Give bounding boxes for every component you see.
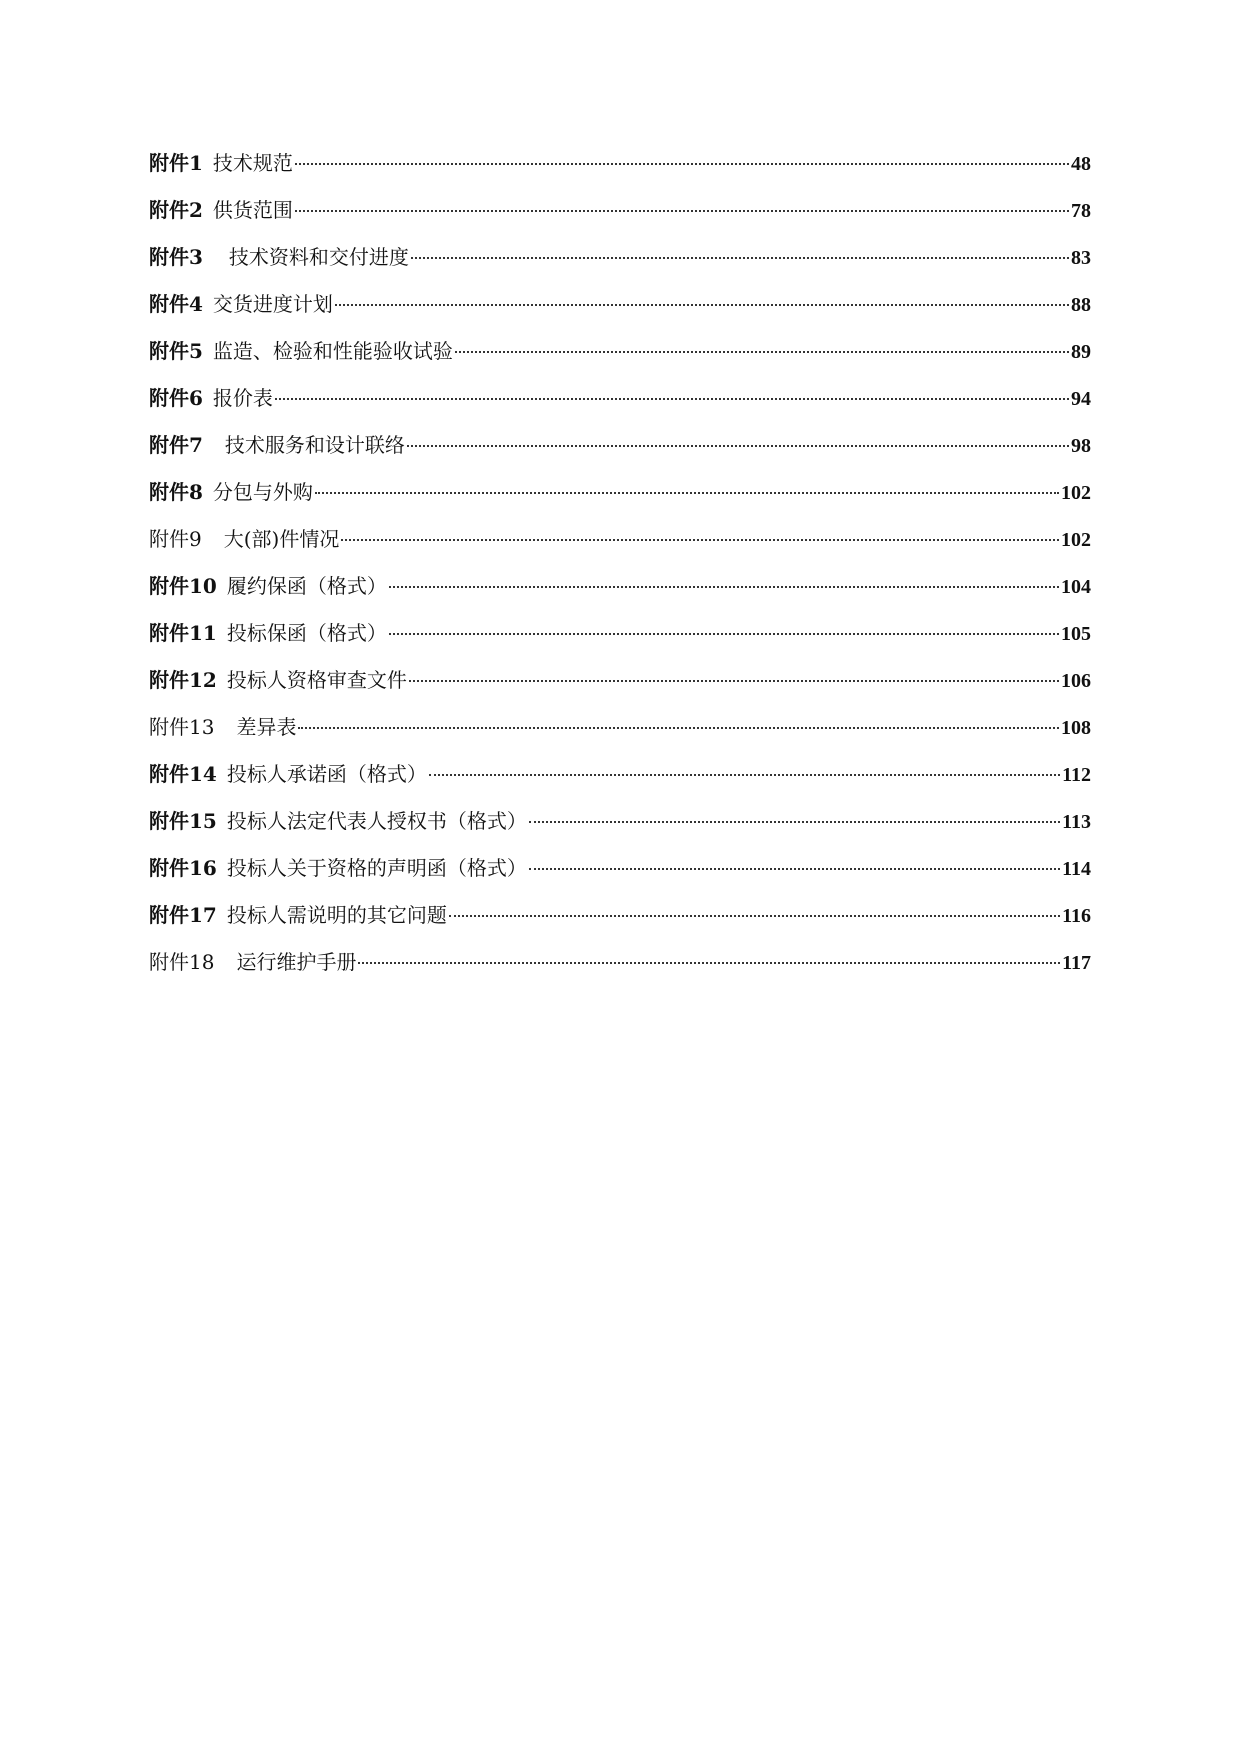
toc-entry-title: 技术资料和交付进度: [228, 245, 409, 269]
toc-entry-number: 附件18: [149, 950, 215, 974]
toc-entry-page: 108: [1061, 717, 1091, 739]
toc-entry-title: 投标保函（格式）: [226, 621, 387, 645]
toc-entry-page: 102: [1061, 529, 1091, 551]
toc-entry[interactable]: [149, 714, 1091, 761]
toc-entry[interactable]: [149, 291, 1091, 338]
toc-entry-page: 94: [1071, 388, 1091, 410]
toc-entry-number: 附件10: [149, 574, 217, 598]
toc-entry-number: 附件12: [149, 668, 217, 692]
table-of-contents: [149, 150, 1091, 996]
toc-entry[interactable]: [149, 667, 1091, 714]
toc-entry-number: 附件17: [149, 903, 217, 927]
toc-leader-dots: [411, 257, 1069, 259]
toc-entry-title: 投标人承诺函（格式）: [226, 762, 427, 786]
toc-entry-title: 技术服务和设计联络: [224, 433, 405, 457]
toc-entry-number: 附件3: [149, 245, 203, 269]
toc-entry-page: 106: [1061, 670, 1091, 692]
toc-entry-title: 报价表: [212, 386, 273, 410]
toc-entry-page: 113: [1062, 811, 1091, 833]
toc-leader-dots: [275, 398, 1069, 400]
toc-entry[interactable]: [149, 479, 1091, 526]
toc-entry-title: 技术规范: [212, 151, 293, 175]
toc-leader-dots: [389, 586, 1059, 588]
toc-leader-dots: [529, 868, 1060, 870]
toc-entry-title: 大(部)件情况: [223, 527, 340, 551]
toc-entry-number: 附件1: [149, 151, 203, 175]
toc-entry[interactable]: [149, 761, 1091, 808]
toc-entry[interactable]: [149, 620, 1091, 667]
toc-entry[interactable]: [149, 855, 1091, 902]
toc-entry-number: 附件4: [149, 292, 203, 316]
toc-entry[interactable]: [149, 244, 1091, 291]
toc-entry-number: 附件8: [149, 480, 203, 504]
toc-entry[interactable]: [149, 385, 1091, 432]
toc-leader-dots: [298, 727, 1059, 729]
toc-entry-page: 88: [1071, 294, 1091, 316]
toc-leader-dots: [429, 774, 1060, 776]
toc-entry-number: 附件5: [149, 339, 203, 363]
toc-entry-title: 运行维护手册: [236, 950, 357, 974]
toc-entry[interactable]: [149, 526, 1091, 573]
toc-entry-page: 98: [1071, 435, 1091, 457]
toc-entry-title: 投标人资格审查文件: [226, 668, 407, 692]
toc-entry[interactable]: [149, 902, 1091, 949]
toc-entry-page: 104: [1061, 576, 1091, 598]
toc-entry-number: 附件14: [149, 762, 217, 786]
toc-leader-dots: [295, 210, 1069, 212]
toc-entry-number: 附件6: [149, 386, 203, 410]
toc-entry[interactable]: [149, 573, 1091, 620]
toc-entry-page: 114: [1062, 858, 1091, 880]
toc-entry-number: 附件15: [149, 809, 217, 833]
toc-entry-number: 附件16: [149, 856, 217, 880]
toc-leader-dots: [389, 633, 1059, 635]
toc-entry-title: 履约保函（格式）: [226, 574, 387, 598]
toc-entry[interactable]: [149, 432, 1091, 479]
toc-leader-dots: [455, 351, 1069, 353]
toc-leader-dots: [341, 539, 1059, 541]
toc-entry-page: 83: [1071, 247, 1091, 269]
toc-entry-page: 102: [1061, 482, 1091, 504]
toc-entry-page: 116: [1062, 905, 1091, 927]
toc-entry-title: 差异表: [236, 715, 297, 739]
toc-entry[interactable]: [149, 808, 1091, 855]
toc-entry-title: 投标人法定代表人授权书（格式）: [226, 809, 527, 833]
toc-leader-dots: [335, 304, 1069, 306]
toc-leader-dots: [407, 445, 1069, 447]
toc-entry-page: 89: [1071, 341, 1091, 363]
toc-entry-number: 附件9: [149, 527, 202, 551]
toc-entry-title: 分包与外购: [212, 480, 313, 504]
toc-entry[interactable]: [149, 338, 1091, 385]
toc-entry-title: 供货范围: [212, 198, 293, 222]
toc-leader-dots: [409, 680, 1059, 682]
toc-entry-number: 附件7: [149, 433, 203, 457]
toc-entry-page: 112: [1062, 764, 1091, 786]
toc-entry[interactable]: [149, 949, 1091, 996]
toc-entry-number: 附件2: [149, 198, 203, 222]
toc-leader-dots: [315, 492, 1059, 494]
toc-entry-number: 附件13: [149, 715, 215, 739]
toc-entry-title: 监造、检验和性能验收试验: [212, 339, 453, 363]
toc-entry[interactable]: [149, 150, 1091, 197]
toc-entry-title: 投标人关于资格的声明函（格式）: [226, 856, 527, 880]
toc-entry-number: 附件11: [149, 621, 217, 645]
toc-leader-dots: [358, 962, 1060, 964]
toc-entry-title: 交货进度计划: [212, 292, 333, 316]
toc-entry-page: 105: [1061, 623, 1091, 645]
toc-leader-dots: [529, 821, 1060, 823]
toc-entry[interactable]: [149, 197, 1091, 244]
toc-leader-dots: [449, 915, 1060, 917]
toc-entry-page: 48: [1071, 153, 1091, 175]
toc-leader-dots: [295, 163, 1069, 165]
toc-entry-title: 投标人需说明的其它问题: [226, 903, 447, 927]
toc-entry-page: 78: [1071, 200, 1091, 222]
toc-entry-page: 117: [1062, 952, 1091, 974]
